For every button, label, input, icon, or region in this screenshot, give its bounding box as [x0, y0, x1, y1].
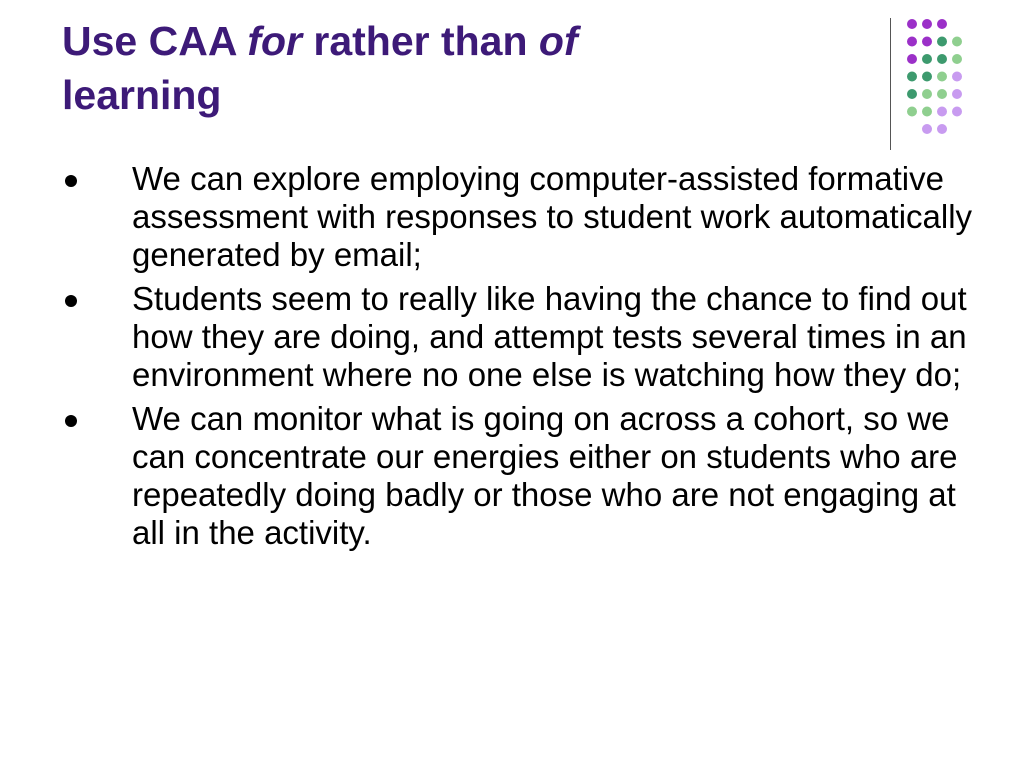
title-text-2: rather than [301, 18, 539, 64]
bullet-text-2: Students seem to really like having the chance to find out how they are doing, and attempt tests several times in an environment where no one else is watching how they do; [132, 280, 967, 393]
decorative-dot [952, 37, 962, 47]
decorative-dot-grid-icon [900, 14, 980, 146]
decorative-dot [937, 54, 947, 64]
slide-title [62, 14, 862, 122]
bullet-list [62, 160, 982, 558]
decorative-dot [922, 54, 932, 64]
decorative-dot [907, 54, 917, 64]
bullet-dot-icon [65, 415, 77, 427]
decorative-dot [937, 19, 947, 29]
decorative-dot [907, 72, 917, 82]
decorative-dot [922, 124, 932, 134]
title-italic-of: of [538, 18, 578, 64]
bullet-text-3: We can monitor what is going on across a cohort, so we can concentrate our energies either on students who are repeatedly doing badly or those who are not engaging at all in the activity. [132, 400, 958, 551]
decorative-dot [922, 37, 932, 47]
decorative-dot [937, 72, 947, 82]
decorative-divider-line [890, 18, 891, 150]
decorative-dot [922, 107, 932, 117]
decorative-dot [952, 72, 962, 82]
bullet-item-2 [62, 280, 982, 394]
title-text-3: learning [62, 72, 222, 118]
title-italic-for: for [247, 18, 302, 64]
decorative-dot [907, 89, 917, 99]
decorative-dot [922, 89, 932, 99]
decorative-dot [952, 107, 962, 117]
bullet-item-3 [62, 400, 982, 552]
decorative-dot [937, 89, 947, 99]
title-text-1: Use CAA [62, 18, 248, 64]
bullet-dot-icon [65, 175, 77, 187]
decorative-dot [937, 37, 947, 47]
decorative-dot [937, 124, 947, 134]
decorative-dot [952, 89, 962, 99]
decorative-dot [907, 37, 917, 47]
decorative-dot [922, 72, 932, 82]
decorative-dot [952, 54, 962, 64]
bullet-item-1 [62, 160, 982, 274]
decorative-dot [907, 107, 917, 117]
decorative-dot [937, 107, 947, 117]
decorative-dot [907, 19, 917, 29]
decorative-dot [922, 19, 932, 29]
bullet-dot-icon [65, 295, 77, 307]
bullet-text-1: We can explore employing computer-assisted formative assessment with responses to student work automatically generated by email; [132, 160, 973, 273]
